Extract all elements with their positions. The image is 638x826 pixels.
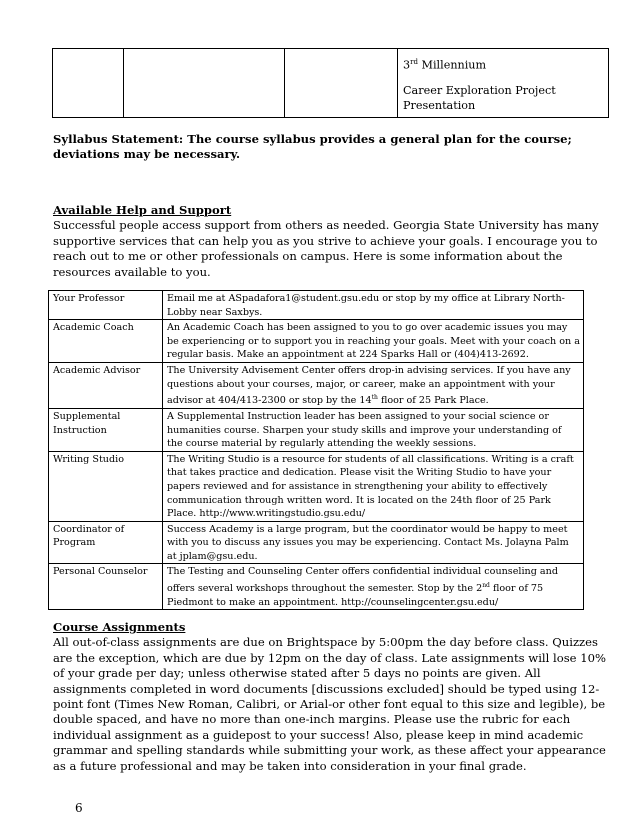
row-text: A Supplemental Instruction leader has been assigned to your social science or humanities course. Sharpen your study skills and improve your understanding of the course material by regularly attending the weekly sessions. [163, 408, 584, 451]
row-label: Academic Coach [49, 320, 163, 363]
table-row [49, 408, 584, 451]
table-row [53, 49, 609, 118]
row-label: Academic Advisor [49, 362, 163, 408]
row-text: The Testing and Counseling Center offers confidential individual counseling and offers several workshops throughout the semester. Stop by the 2nd floor of 75 Piedmont to make an appointment. http://counselingcenter.gsu.edu/ [163, 564, 584, 610]
row-text: The Writing Studio is a resource for students of all classifications. Writing is a craft that takes practice and dedication. Please visit the Writing Studio to have your papers reviewed and for assistance in strengthening your ability to effectively communication through written word. It is located on the 24th floor of 25 Park Place. http://www.writingstudio.gsu.edu/ [163, 451, 584, 521]
row-label: Supplemental Instruction [49, 408, 163, 451]
empty-cell [285, 49, 398, 118]
row-label: Coordinator of Program [49, 521, 163, 564]
activity-cell [398, 49, 609, 118]
help-heading: Available Help and Support [53, 203, 232, 217]
row-label: Writing Studio [49, 451, 163, 521]
row-text: An Academic Coach has been assigned to you to go over academic issues you may be experiencing or to support you in reaching your goals. Meet with your coach on a regular basis. Make an appointment at 224 Sparks Hall or (404)413-2692. [163, 320, 584, 363]
help-intro: Successful people access support from others as needed. Georgia State University has many supportive services that can help you as you strive to achieve your goals. I encourage you to reach out to me or other professionals on campus. Here is some information about the resources available to you. [53, 218, 599, 279]
page-number: 6 [75, 801, 83, 815]
activity-line-1: 3rd Millennium [403, 58, 487, 72]
schedule-table-fragment [52, 48, 609, 118]
row-text: The University Advisement Center offers drop-in advising services. If you have any questions about your courses, major, or career, make an appointment with your advisor at 404/413-2300 or stop by the 14th floor of 25 Park Place. [163, 362, 584, 408]
assignments-body: All out-of-class assignments are due on Brightspace by 5:00pm the day before class. Quizzes are the exception, which are due by 12pm on the day of class. Late assignments will lose 10% of your grade per day; unless otherwise stated after 5 days no points are given. All assignments completed in word documents [discussions excluded] should be typed using 12-point font (Times New Roman, Calibri, or Arial-or other font equal to this size and legible), be double spaced, and have no more than one-inch margins. Please use the rubric for each individual assignment as a guidepost to your success! Also, please keep in mind academic grammar and spelling standards while submitting your work, as these affect your appearance as a future professional and may be taken into consideration in your final grade. [53, 635, 606, 773]
empty-cell [53, 49, 124, 118]
row-text: Success Academy is a large program, but the coordinator would be happy to meet with you to discuss any issues you may be experiencing. Contact Ms. Jolayna Palm at jplam@gsu.edu. [163, 521, 584, 564]
row-label: Personal Counselor [49, 564, 163, 610]
table-row [49, 291, 584, 320]
empty-cell [124, 49, 285, 118]
table-row [49, 521, 584, 564]
row-label: Your Professor [49, 291, 163, 320]
assignments-heading: Course Assignments [53, 620, 186, 634]
table-row [49, 320, 584, 363]
help-section [53, 203, 613, 280]
table-row [49, 451, 584, 521]
support-resources-table [48, 290, 584, 610]
activity-line-2: Career Exploration Project Presentation [403, 84, 556, 112]
table-row [49, 564, 584, 610]
table-row [49, 362, 584, 408]
row-text: Email me at ASpadafora1@student.gsu.edu or stop by my office at Library North-Lobby near Saxbys. [163, 291, 584, 320]
assignments-section [53, 620, 613, 774]
syllabus-statement: Syllabus Statement: The course syllabus provides a general plan for the course; deviations may be necessary. [53, 132, 572, 162]
